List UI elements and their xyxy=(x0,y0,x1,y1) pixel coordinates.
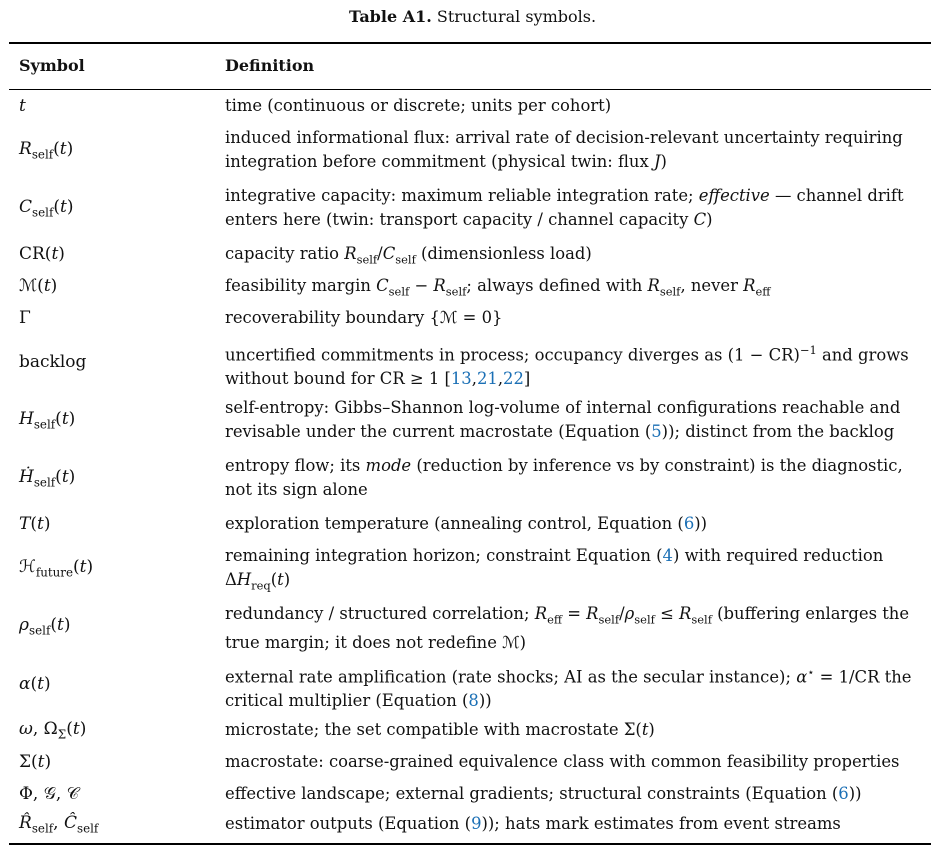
table-row xyxy=(0,750,945,774)
table-row xyxy=(0,94,945,118)
definition-cell: self-entropy: Gibbs–Shannon log-volume of internal configurations reachable and revisable under the current macrostate (Equation (5)); distinct from the backlog xyxy=(225,398,901,441)
definition-cell: recoverability boundary {ℳ = 0} xyxy=(225,308,503,327)
definition-cell: induced informational flux: arrival rate of decision-relevant uncertainty requiring integration before commitment (physical twin: flux J) xyxy=(225,128,903,171)
symbol-cell: Γ xyxy=(19,308,31,328)
symbol-cell: t xyxy=(19,96,26,116)
top-rule xyxy=(9,42,931,44)
table-row xyxy=(0,782,945,806)
table-row xyxy=(0,812,945,836)
symbol-cell: ω, $\Omega_\Sigma(t)$ xyxy=(19,718,87,742)
equation-link[interactable]: 9 xyxy=(471,814,482,833)
table-row xyxy=(0,184,945,232)
header-rule xyxy=(9,89,931,90)
citation-link[interactable]: 13 xyxy=(450,369,472,389)
definition-cell: exploration temperature (annealing control, Equation (6)) xyxy=(225,514,708,533)
equation-link[interactable]: 5 xyxy=(651,422,662,441)
symbol-cell: $R̂_{self}$, $Ĉ_{self}$ xyxy=(19,812,99,836)
symbol-cell: T(t) xyxy=(19,514,51,534)
definition-cell: effective landscape; external gradients; structural constraints (Equation (6)) xyxy=(225,784,862,803)
table-row xyxy=(0,602,945,653)
definition-cell: uncertified commitments in process; occupancy diverges as (1 − CR)$^{-1}$ and grows without bound for CR ≥ 1 [13,21,22] xyxy=(225,343,909,389)
definition-cell: feasibility margin $C_{self} - R_{self}$; always defined with $R_{self}$, never $R_{eff}$ xyxy=(225,276,771,299)
caption-text: Structural symbols. xyxy=(436,7,597,26)
table-row xyxy=(0,306,945,330)
definition-cell: macrostate: coarse-grained equivalence class with common feasibility properties xyxy=(225,752,900,771)
citation-link[interactable]: 21 xyxy=(476,369,498,389)
table-row xyxy=(0,454,945,502)
equation-link[interactable]: 6 xyxy=(838,784,849,803)
table-row xyxy=(0,242,945,266)
symbol-cell: Σ(t) xyxy=(19,752,52,772)
table-row xyxy=(0,718,945,742)
header-symbol: Symbol xyxy=(19,56,85,75)
symbol-cell: $\rho_{self}(t)$ xyxy=(19,614,71,638)
table-row xyxy=(0,274,945,298)
caption-label: Table A1. xyxy=(348,7,432,26)
table-row xyxy=(0,126,945,174)
symbol-cell: Ḣ$_{self}$(t) xyxy=(19,466,76,490)
symbol-cell: CR(t) xyxy=(19,244,65,264)
symbol-cell: $H_{self}(t)$ xyxy=(19,408,76,432)
table-caption xyxy=(0,6,945,28)
table-row xyxy=(0,396,945,444)
symbol-cell: ℳ(t) xyxy=(19,276,58,296)
table-row xyxy=(0,338,945,389)
definition-cell: entropy flow; its mode (reduction by inference vs by constraint) is the diagnostic, not its sign alone xyxy=(225,456,903,499)
symbol-cell: ℋ$_{future}$(t) xyxy=(19,556,94,580)
symbol-cell: α(t) xyxy=(19,674,51,694)
equation-link[interactable]: 8 xyxy=(468,691,479,711)
symbol-cell: backlog xyxy=(19,352,87,372)
symbol-cell: $R_{self}(t)$ xyxy=(19,138,74,162)
table-row xyxy=(0,544,945,592)
definition-cell: integrative capacity: maximum reliable integration rate; effective — channel drift enters here (twin: transport capacity / channel capacity C) xyxy=(225,186,904,229)
equation-link[interactable]: 6 xyxy=(683,514,695,533)
symbol-cell: $C_{self}(t)$ xyxy=(19,196,74,220)
header-definition: Definition xyxy=(225,56,315,75)
definition-cell: estimator outputs (Equation (9)); hats mark estimates from event streams xyxy=(225,814,841,833)
definition-cell: capacity ratio $R_{self}/C_{self}$ (dimensionless load) xyxy=(225,244,592,267)
bottom-rule xyxy=(9,843,931,845)
citation-link[interactable]: 22 xyxy=(503,369,524,389)
table-row xyxy=(0,660,945,711)
symbol-cell: Φ, 𝒢, 𝒞 xyxy=(19,784,80,804)
definition-cell: time (continuous or discrete; units per cohort) xyxy=(225,96,612,115)
table-row xyxy=(0,512,945,536)
equation-link[interactable]: 4 xyxy=(662,546,673,565)
definition-cell: redundancy / structured correlation; $R_{eff} = R_{self}/\rho_{self} \le R_{self}$ (buffering enlarges the true margin; it does not redefine ℳ) xyxy=(225,604,910,653)
definition-cell: microstate; the set compatible with macrostate Σ(t) xyxy=(225,720,655,739)
definition-cell: remaining integration horizon; constraint Equation (4) with required reduction $\Delta H_{req}(t)$ xyxy=(225,546,884,593)
definition-cell: external rate amplification (rate shocks; AI as the secular instance); α⋆ = 1/CR the critical multiplier (Equation (8)) xyxy=(225,665,912,711)
